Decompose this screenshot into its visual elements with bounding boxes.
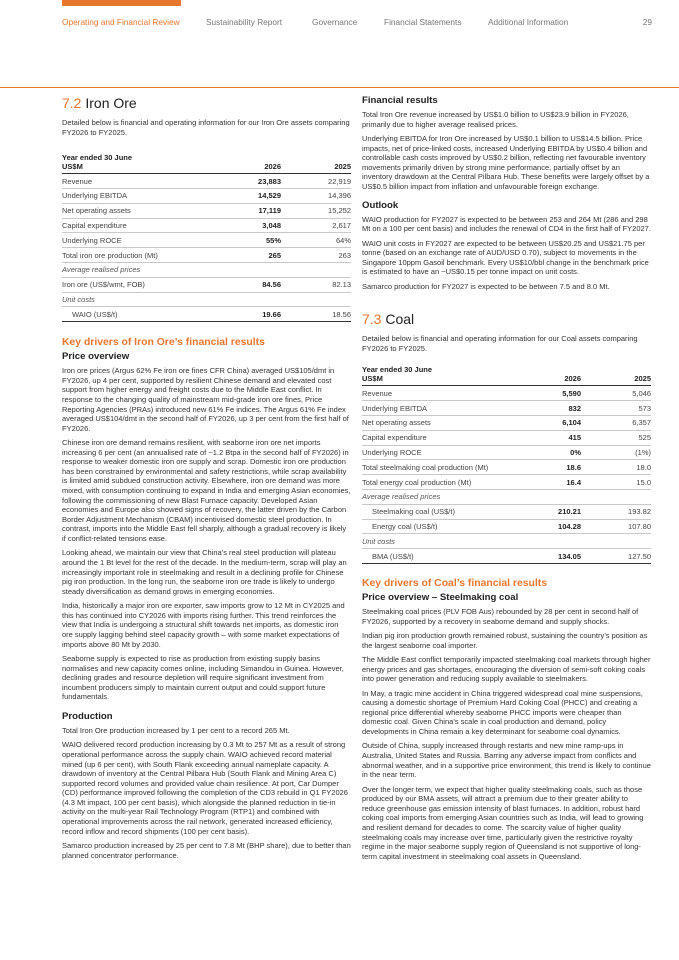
table-row: Capital expenditure 3,048 2,617 <box>62 218 351 233</box>
top-navigation <box>62 17 652 31</box>
table-row: Net operating assets 6,104 6,357 <box>362 416 651 431</box>
paragraph: The Middle East conflict temporarily impacted steelmaking coal markets through higher energy prices and gas shortages, encouraging the diversion of semi-soft coking coals into power generation and reducing supply available to steelmakers. <box>362 655 651 684</box>
outlook-heading: Outlook <box>362 199 399 211</box>
paragraph: India, historically a major iron ore exporter, saw imports grow to 12 Mt in CY2025 and this has continued into CY2026 with imports rising further. This trend reinforces the view that India is undergoing a structural shift towards net imports, as domestic iron ore supply lagging behind steel capacity growth – with some market expectations of imports above 80 Mt by 2030. <box>62 601 345 649</box>
paragraph: Outside of China, supply increased through restarts and new mine ramp-ups in Australia, United States and Russia. Barring any adverse impact from conflicts and abnormal weather, and in a supportive price environment, this trend is likely to continue in the near term. <box>362 741 651 780</box>
iron-ore-financial-table <box>62 153 351 322</box>
table-row: Underlying EBITDA 14,529 14,396 <box>62 188 351 203</box>
nav-item-additional-information[interactable]: Additional Information <box>488 17 569 27</box>
table-row: Underlying ROCE 0% (1%) <box>362 445 651 460</box>
nav-item-governance[interactable]: Governance <box>312 17 358 27</box>
table-header-label: Year ended 30 June US$M <box>62 153 211 174</box>
table-row: Underlying ROCE 55% 64% <box>62 233 351 248</box>
right-column <box>362 95 651 866</box>
paragraph: Samarco production for FY2027 is expected to be between 7.5 and 8.0 Mt. <box>362 281 610 291</box>
iron-ore-section-title <box>62 95 351 112</box>
table-row: Iron ore (US$/wmt, FOB) 84.56 82.13 <box>62 277 351 292</box>
coal-drivers-heading: Key drivers of Coal’s financial results <box>362 578 547 590</box>
table-header-2025: 2025 <box>281 153 351 174</box>
paragraph: In May, a tragic mine accident in China triggered widespread coal mine suspensions, causing a domestic shortage of Premium Hard Coking Coal (PHCC) and creating a regional price differential whereby seaborne PHCC imports were cheaper than domestic coal. Given China’s scale in coal production and demand, policy developments in China remain a key determinant for seaborne coal dynamics. <box>362 688 643 736</box>
table-row: Revenue 5,590 5,046 <box>362 386 651 401</box>
table-row: Total energy coal production (Mt) 16.4 15.0 <box>362 475 651 490</box>
paragraph: Seaborne supply is expected to rise as production from existing supply basins normalises and new capacity comes online, including Simandou in Guinea. However, declining grades and resource depletion will require significant investment from incumbent producers simply to maintain current output and could support future fundamentals. <box>62 653 344 702</box>
table-category-row: Unit costs <box>362 534 651 549</box>
paragraph: Samarco production increased by 25 per cent to 7.8 Mt (BHP share), due to better than planned concentrator performance. <box>62 841 351 860</box>
table-row: Total steelmaking coal production (Mt) 18.6 18.0 <box>362 460 651 475</box>
table-row: BMA (US$/t) 134.05 127.50 <box>362 549 651 564</box>
paragraph: Underlying EBITDA for Iron Ore increased by US$0.1 billion to US$14.5 billion. Price impacts, net of price-linked costs, increased Underlying EBITDA by US$0.4 billion and controllable cash costs improved by US$0.2 billion, reflecting net favourable inventory movements primarily driven by strong mine performance, partially offset by an inventory drawdown at the Central Pilbara Hub. These benefits were largely offset by a US$0.5 billion impact from inflation and unfavourable foreign exchange. <box>362 133 650 191</box>
iron-ore-section-number: 7.2 <box>62 95 82 111</box>
nav-item-financial-statements[interactable]: Financial Statements <box>384 17 462 27</box>
iron-ore-production-heading: Production <box>62 710 113 722</box>
iron-ore-drivers-heading: Key drivers of Iron Ore’s financial results <box>62 337 265 349</box>
table-header-label: Year ended 30 June US$M <box>362 365 511 386</box>
table-category-row: Average realised prices <box>62 262 351 277</box>
coal-intro: Detailed below is financial and operating information for our Coal assets comparing FY2026 to FY2025. <box>362 334 638 353</box>
table-row: WAIO (US$/t) 19.66 18.56 <box>62 307 351 322</box>
paragraph: Total Iron Ore revenue increased by US$1.0 billion to US$23.9 billion in FY2026, primarily due to higher average realised prices. <box>362 110 629 129</box>
table-header-2026: 2026 <box>211 153 281 174</box>
paragraph: Over the longer term, we expect that higher quality steelmaking coals, such as those produced by our BMA assets, will attract a premium due to their greater ability to reduce greenhouse gas emission intensity of blast furnaces. In addition, robust hard coking coal imports from emerging Asian countries such as India, will lead to growing and resilient demand for decades to come. The scarcity value of higher quality steelmaking coals may increase over time, particularly given the restrictive royalty regime in the major seaborne supply region of Queensland is not supportive of long-term capital investment in steelmaking coal assets in Queensland. <box>362 784 644 861</box>
coal-section-title <box>362 311 651 328</box>
table-header-2025: 2025 <box>581 365 651 386</box>
iron-ore-price-heading: Price overview <box>62 351 130 363</box>
paragraph: Total Iron Ore production increased by 1 per cent to a record 265 Mt. <box>62 725 290 735</box>
table-header-2026: 2026 <box>511 365 581 386</box>
table-row: Underlying EBITDA 832 573 <box>362 401 651 416</box>
paragraph: WAIO production for FY2027 is expected to be between 253 and 264 Mt (286 and 298 Mt on a 100 per cent basis) and includes the renewal of CD4 in the first half of FY2027. <box>362 214 651 234</box>
table-row: Revenue 23,883 22,919 <box>62 174 351 189</box>
financial-results-heading: Financial results <box>362 95 438 106</box>
paragraph: Looking ahead, we maintain our view that China’s real steel production will plateau around the 1 Bt level for the rest of the decade. In the medium-term, scrap will play an increasingly important role in steelmaking and result in a declining profile for Chinese pig iron production. In the long run, the seaborne iron ore trade is likely to undergo steady diversification as demand grows in emerging economies. <box>62 548 347 596</box>
table-row: Energy coal (US$/t) 104.28 107.80 <box>362 519 651 534</box>
table-category-row: Unit costs <box>62 292 351 307</box>
table-row: Net operating assets 17,119 15,252 <box>62 203 351 218</box>
table-category-row: Average realised prices <box>362 490 651 505</box>
iron-ore-section-name: Iron Ore <box>85 95 137 111</box>
paragraph: Iron ore prices (Argus 62% Fe iron ore fines CFR China) averaged US$105/dmt in FY2026, up 4 per cent, supported by resilient Chinese demand and elevated cost support from higher energy and freight costs due to the Middle East conflict. In response to the changing quality of mainstream mid-grade iron ore fines, Price Reporting Agencies (PRAs) introduced new 61% Fe indices. The Argus 61% Fe index averaged US$104/dmt in the second half of FY2026, up 3 per cent from the first half of FY2026. <box>62 366 349 433</box>
coal-section-number: 7.3 <box>362 311 382 328</box>
paragraph: WAIO delivered record production increasing by 0.3 Mt to 257 Mt as a result of strong operational performance across the supply chain. WAIO achieved record material mined (up 6 per cent), with South Flank exceeding annual nameplate capacity. A drawdown of inventory at the Central Pilbara Hub (South Flank and Mining Area C) supported record volumes and provided value chain resilience. At port, Car Dumper (CD) performance improved following the completion of the CD3 rebuild in Q1 FY2026 (4.3 Mt impact, 100 per cent basis), which alongside the planned reduction in tie-in activity on the multi-year Rail Technology Program (RTP1) and combined with operational improvements across the rail network, generated increased efficiency, record inflow and record shipments (100 per cent basis). <box>62 740 348 836</box>
iron-ore-intro: Detailed below is financial and operating information for our Iron Ore assets comparing FY2026 to FY2025. <box>62 118 350 137</box>
coal-financial-table <box>362 365 651 564</box>
paragraph: WAIO unit costs in FY2027 are expected to be between US$20.25 and US$21.75 per tonne (based on an exchange rate of AUD/USD 0.70), subject to movements in the Singapore 10ppm Gasoil benchmark. Every US$10/bbl change in the benchmark price is estimated to have an ~US$0.15 per tonne impact on unit costs. <box>362 238 649 277</box>
table-row: Total iron ore production (Mt) 265 263 <box>62 248 351 263</box>
header-accent-bar <box>62 0 181 6</box>
table-row: Steelmaking coal (US$/t) 210.21 193.82 <box>362 504 651 519</box>
header-divider <box>0 87 679 88</box>
page-number: 29 <box>642 17 652 27</box>
nav-item-sustainability-report[interactable]: Sustainability Report <box>206 17 283 27</box>
table-row: Capital expenditure 415 525 <box>362 430 651 445</box>
paragraph: Steelmaking coal prices (PLV FOB Aus) rebounded by 28 per cent in second half of FY2026, supported by a recovery in seaborne demand and supply shocks. <box>362 607 639 626</box>
paragraph: Chinese iron ore demand remains resilient, with seaborne iron ore net imports increasing 6 per cent (an annualised rate of ~1.2 Btpa in the second half of FY2026) in response to weaker domestic iron ore supply and scrap. Domestic iron ore production has been constrained by environmental and safety restrictions, while scrap availability is limited amid subdued construction activity. Elsewhere, iron ore demand was more mixed, with consumption continuing to expand in India and emerging Asian economies, following the commissioning of new Blast Furnace capacity. Developed Asian economies and Europe also showed signs of recovery, the latter driven by the Carbon Border Adjustment Mechanism (CBAM) incentivised domestic steel production. In contrast, imports into the Middle East fell sharply, although a gradual recovery is likely if conflict-related tensions ease. <box>62 438 351 544</box>
nav-item-operating-financial-review[interactable]: Operating and Financial Review <box>62 17 180 27</box>
coal-section-name: Coal <box>385 311 415 328</box>
paragraph: Indian pig iron production growth remained robust, sustaining the country’s position as the largest seaborne coal importer. <box>362 631 648 650</box>
coal-price-heading: Price overview – Steelmaking coal <box>362 592 519 604</box>
left-column <box>62 95 351 865</box>
